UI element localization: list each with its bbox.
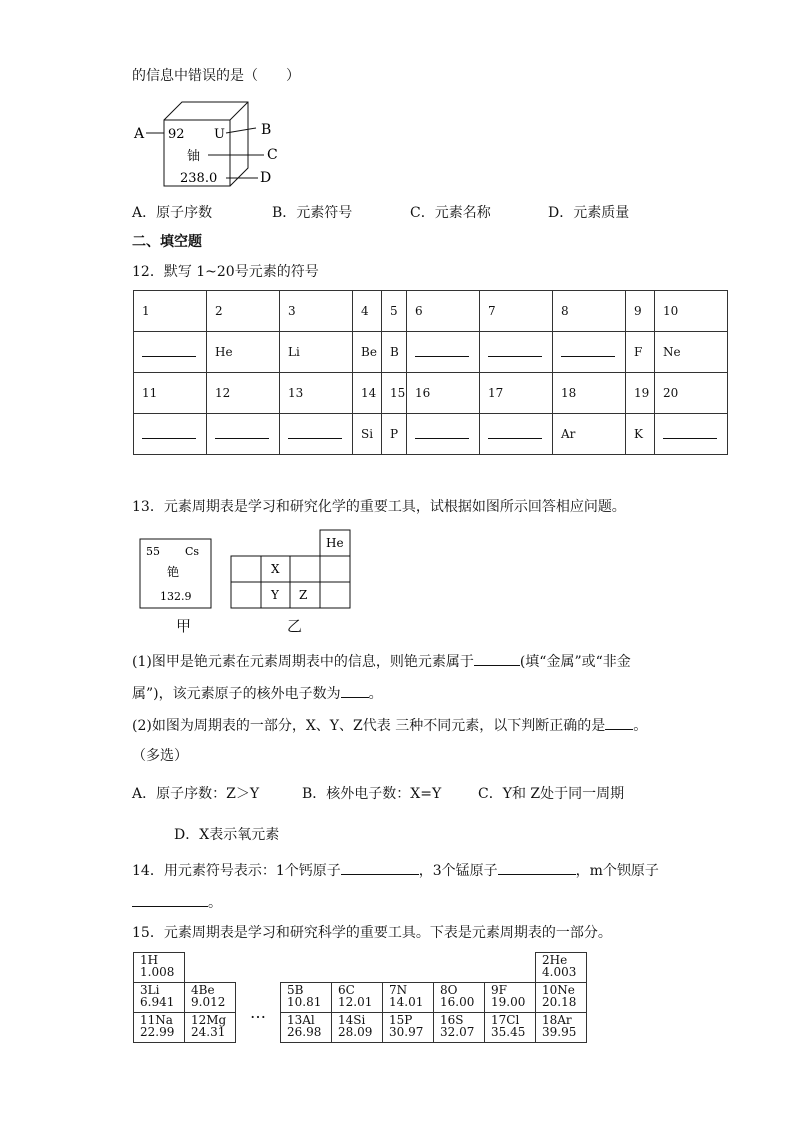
q12-cell: Ar — [553, 414, 626, 455]
q12-cell: B — [382, 332, 407, 373]
blank-metal[interactable] — [474, 653, 520, 666]
q12-cell: 10 — [655, 291, 728, 332]
q12-cell: Li — [280, 332, 353, 373]
ellipsis: … — [250, 1002, 266, 1022]
q12-cell: 20 — [655, 373, 728, 414]
q12-blank-cell[interactable] — [553, 332, 626, 373]
element-cell: 17Cl 35.45 — [485, 1013, 536, 1043]
grid-y: Y — [271, 588, 279, 602]
q12-row — [134, 291, 728, 332]
q12-cell: 12 — [207, 373, 280, 414]
q14-line2: 。 — [132, 893, 222, 913]
q12-cell: 11 — [134, 373, 207, 414]
q12-cell: P — [382, 414, 407, 455]
q12-cell: F — [626, 332, 655, 373]
q12-blank-cell[interactable] — [407, 332, 480, 373]
blank-electrons[interactable] — [341, 685, 369, 698]
blank-manganese[interactable] — [498, 862, 576, 875]
q13-p1-line1: (1)图甲是铯元素在元素周期表中的信息，则铯元素属于 (填“金属”或“非金 — [132, 654, 631, 670]
q12-row — [134, 373, 728, 414]
blank-judgement[interactable] — [605, 717, 633, 730]
blank-calcium[interactable] — [341, 862, 419, 875]
element-cell: 10Ne 20.18 — [536, 983, 587, 1013]
element-cell: 9F 19.00 — [485, 983, 536, 1013]
element-cell: 5B 10.81 — [281, 983, 332, 1013]
uranium-card-figure — [130, 98, 290, 192]
q13-multi: （多选） — [132, 748, 188, 764]
cs-mass: 132.9 — [160, 590, 192, 603]
q12-blank-cell[interactable] — [655, 414, 728, 455]
q12-cell: He — [207, 332, 280, 373]
element-cell: 7N 14.01 — [383, 983, 434, 1013]
q12-cell: 15 — [382, 373, 407, 414]
caption-yi: 乙 — [287, 617, 303, 635]
q12-blank-cell[interactable] — [134, 332, 207, 373]
answer-blank[interactable] — [415, 426, 469, 439]
q12-cell: 13 — [280, 373, 353, 414]
card-symbol: U — [214, 127, 225, 142]
section-title: 二、填空题 — [132, 234, 202, 250]
q13-option-a: A．原子序数：Z＞Y — [132, 786, 260, 802]
label-a: A — [134, 126, 145, 142]
q11-option-b: B．元素符号 — [272, 205, 353, 221]
q12-blank-cell[interactable] — [207, 414, 280, 455]
q12-cell: 9 — [626, 291, 655, 332]
q12-cell: 14 — [353, 373, 382, 414]
label-b: B — [261, 122, 272, 138]
q12-row — [134, 414, 728, 455]
element-cell: 13Al 26.98 — [281, 1013, 332, 1043]
element-h: 1H 1.008 — [134, 953, 185, 983]
q15-title: 15．元素周期表是学习和研究科学的重要工具。下表是元素周期表的一部分。 — [132, 925, 612, 941]
element-he: 2He 4.003 — [536, 953, 587, 983]
answer-blank[interactable] — [215, 426, 269, 439]
element-cell: 11Na 22.99 — [134, 1013, 185, 1043]
q12-cell: 19 — [626, 373, 655, 414]
q12-cell: Be — [353, 332, 382, 373]
q12-blank-cell[interactable] — [480, 332, 553, 373]
periodic-grid-figure — [230, 529, 354, 611]
q11-stem: 的信息中错误的是（ ） — [132, 68, 300, 84]
answer-blank[interactable] — [142, 344, 196, 357]
element-cell: 16S 32.07 — [434, 1013, 485, 1043]
q12-blank-cell[interactable] — [480, 414, 553, 455]
card-name: 铀 — [187, 149, 201, 164]
grid-z: Z — [299, 588, 308, 602]
card-atomic-number: 92 — [168, 127, 185, 142]
answer-blank[interactable] — [142, 426, 196, 439]
q11-option-c: C．元素名称 — [410, 205, 491, 221]
q12-cell: Ne — [655, 332, 728, 373]
answer-blank[interactable] — [288, 426, 342, 439]
q12-cell: 5 — [382, 291, 407, 332]
q12-blank-cell[interactable] — [407, 414, 480, 455]
cs-symbol: Cs — [185, 545, 200, 558]
answer-blank[interactable] — [415, 344, 469, 357]
blank-barium[interactable] — [132, 894, 208, 907]
element-cell: 3Li 6.941 — [134, 983, 185, 1013]
q12-table — [133, 290, 728, 455]
q11-option-d: D．元素质量 — [548, 205, 630, 221]
q12-blank-cell[interactable] — [134, 414, 207, 455]
q12-cell: 17 — [480, 373, 553, 414]
element-cell: 12Mg 24.31 — [185, 1013, 236, 1043]
label-c: C — [267, 147, 278, 163]
q13-title: 13．元素周期表是学习和研究化学的重要工具，试根据如图所示回答相应问题。 — [132, 499, 626, 515]
grid-x: X — [271, 562, 280, 576]
element-cell: 15P 30.97 — [383, 1013, 434, 1043]
element-cell: 6C 12.01 — [332, 983, 383, 1013]
q15-periodic-table — [133, 952, 587, 1043]
caption-jia: 甲 — [176, 617, 192, 635]
cs-number: 55 — [146, 545, 160, 558]
q12-cell: 3 — [280, 291, 353, 332]
q14-line1: 14．用元素符号表示：1个钙原子 ，3个锰原子 ，m个钡原子 — [132, 863, 659, 879]
q12-cell: 8 — [553, 291, 626, 332]
element-cell: 4Be 9.012 — [185, 983, 236, 1013]
element-cell: 8O 16.00 — [434, 983, 485, 1013]
q13-option-d: D．X表示氧元素 — [174, 827, 280, 843]
cs-name: 铯 — [167, 565, 180, 579]
answer-blank[interactable] — [663, 426, 717, 439]
q12-title: 12．默写 1~20号元素的符号 — [132, 264, 319, 280]
q12-cell: 6 — [407, 291, 480, 332]
q12-cell: K — [626, 414, 655, 455]
q13-option-b: B．核外电子数：X=Y — [302, 786, 442, 802]
q11-option-a: A．原子序数 — [132, 205, 213, 221]
q12-cell: 18 — [553, 373, 626, 414]
q13-p2: (2)如图为周期表的一部分，X、Y、Z代表 三种不同元素，以下判断正确的是 。 — [132, 718, 648, 734]
q12-cell: Si — [353, 414, 382, 455]
q13-p1-line2: 属”)，该元素原子的核外电子数为 。 — [132, 686, 383, 702]
q12-cell: 4 — [353, 291, 382, 332]
q12-cell: 16 — [407, 373, 480, 414]
q12-cell: 1 — [134, 291, 207, 332]
cesium-card — [138, 537, 214, 611]
q13-option-c: C．Y和 Z处于同一周期 — [478, 786, 625, 802]
answer-blank[interactable] — [488, 344, 542, 357]
answer-blank[interactable] — [561, 344, 615, 357]
element-cell: 14Si 28.09 — [332, 1013, 383, 1043]
grid-he: He — [326, 536, 344, 550]
answer-blank[interactable] — [488, 426, 542, 439]
label-d: D — [260, 170, 272, 186]
q12-cell: 7 — [480, 291, 553, 332]
element-cell: 18Ar 39.95 — [536, 1013, 587, 1043]
q12-blank-cell[interactable] — [280, 414, 353, 455]
q12-cell: 2 — [207, 291, 280, 332]
card-mass: 238.0 — [180, 171, 218, 186]
q12-row — [134, 332, 728, 373]
